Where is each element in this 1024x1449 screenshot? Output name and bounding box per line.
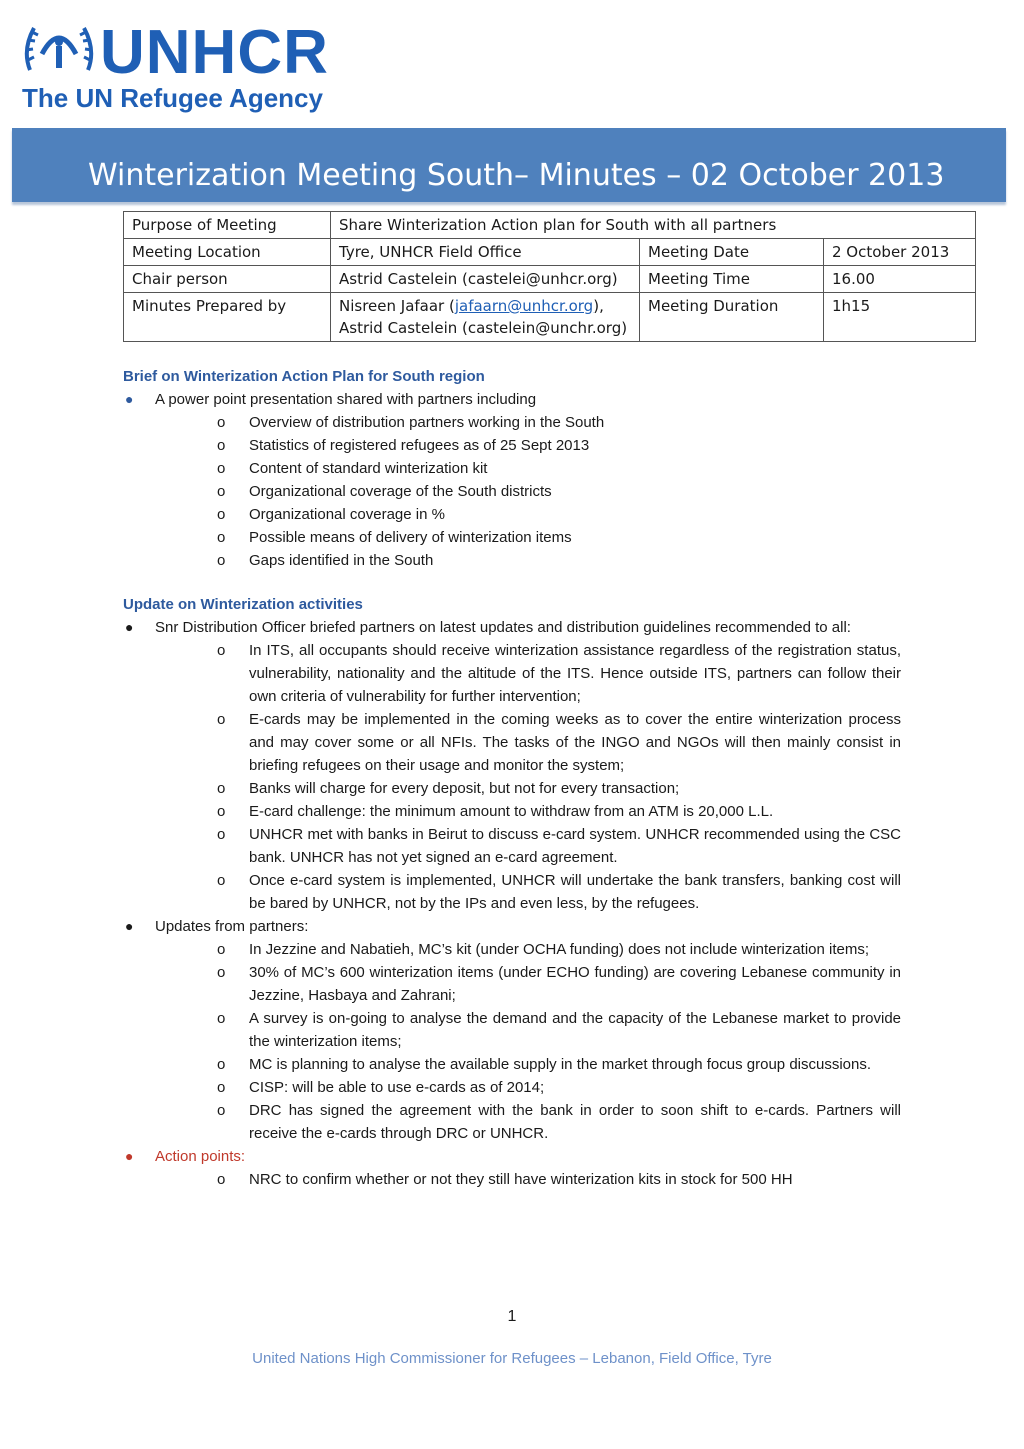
circle-bullet-icon: o: [217, 437, 226, 454]
sub-item-text: Statistics of registered refugees as of 25 Sept 2013: [249, 437, 590, 454]
circle-bullet-icon: o: [217, 1171, 226, 1188]
sub-item-text: A survey is on-going to analyse the demand and the capacity of the Lebanese market to provide the winterization items;: [249, 1010, 901, 1050]
purpose-value: Share Winterization Action plan for South with all partners: [331, 212, 976, 239]
sub-list-item: [217, 457, 901, 480]
sub-list-item: [217, 503, 901, 526]
sub-item-text: UNHCR met with banks in Beirut to discuss e-card system. UNHCR recommended using the CSC bank. UNHCR has not yet signed an e-card agreement.: [249, 826, 901, 866]
sub-item-text: CISP: will be able to use e-cards as of 2014;: [249, 1079, 545, 1096]
circle-bullet-icon: o: [217, 711, 226, 728]
sub-list-item: [217, 1053, 901, 1076]
prepared-label: Minutes Prepared by: [124, 293, 331, 342]
meeting-info-table: [123, 211, 976, 342]
circle-bullet-icon: o: [217, 1079, 226, 1096]
table-row: [124, 293, 976, 342]
circle-bullet-icon: o: [217, 414, 226, 431]
circle-bullet-icon: o: [217, 529, 226, 546]
sub-list-item: [217, 708, 901, 777]
sub-list-item: [217, 434, 901, 457]
prepared-prefix: Nisreen Jafaar (: [339, 297, 455, 315]
page-footer: United Nations High Commissioner for Refugees – Lebanon, Field Office, Tyre: [252, 1350, 772, 1367]
sub-item-text: NRC to confirm whether or not they still have winterization kits in stock for 500 HH: [249, 1171, 793, 1188]
location-label: Meeting Location: [124, 239, 331, 266]
table-row: [124, 212, 976, 239]
sub-list-item: [217, 823, 901, 869]
section-heading: Update on Winterization activities: [123, 596, 363, 613]
sub-item-text: Content of standard winterization kit: [249, 460, 488, 477]
chair-value: Astrid Castelein (castelei@unhcr.org): [331, 266, 640, 293]
bullet-icon: ●: [125, 918, 134, 934]
chair-label: Chair person: [124, 266, 331, 293]
sub-list: [155, 1168, 901, 1191]
sub-list-item: [217, 961, 901, 1007]
sub-item-text: MC is planning to analyse the available supply in the market through focus group discussions.: [249, 1056, 872, 1073]
sub-list: [155, 639, 901, 915]
email-link[interactable]: jafaarn@unhcr.org: [454, 297, 594, 315]
sub-list-item: [217, 411, 901, 434]
duration-value: 1h15: [824, 293, 976, 342]
circle-bullet-icon: o: [217, 1010, 226, 1027]
circle-bullet-icon: o: [217, 872, 226, 889]
sub-list-item: [217, 777, 901, 800]
prepared-value: [331, 293, 640, 342]
sub-list: [155, 411, 901, 572]
logo-wordmark: UNHCR: [100, 18, 329, 87]
logo-tagline: The UN Refugee Agency: [22, 83, 323, 113]
sub-list-item: [217, 938, 901, 961]
prepared-suffix: ),: [593, 297, 604, 315]
circle-bullet-icon: o: [217, 964, 226, 981]
sub-list-item: [217, 480, 901, 503]
location-value: Tyre, UNHCR Field Office: [331, 239, 640, 266]
date-label: Meeting Date: [640, 239, 824, 266]
sub-item-text: Organizational coverage of the South districts: [249, 483, 552, 500]
circle-bullet-icon: o: [217, 483, 226, 500]
sub-item-text: E-cards may be implemented in the coming weeks as to cover the entire winterization process and may cover some or all NFIs. The tasks of the INGO and NGOs will then mainly consist in briefing refugees on their usage and monitor the system;: [249, 711, 901, 774]
date-value: 2 October 2013: [824, 239, 976, 266]
bullet-list: [123, 388, 901, 572]
circle-bullet-icon: o: [217, 1056, 226, 1073]
bullet-text: Updates from partners:: [155, 918, 309, 935]
sub-item-text: Possible means of delivery of winterization items: [249, 529, 572, 546]
bullet-icon: ●: [125, 619, 134, 635]
unhcr-emblem-icon: [20, 20, 98, 84]
bullet-text: A power point presentation shared with partners including: [155, 391, 537, 408]
page-title: Winterization Meeting South– Minutes – 02 October 2013: [88, 158, 945, 193]
sub-item-text: In ITS, all occupants should receive winterization assistance regardless of the registration status, vulnerability, nationality and the altitude of the ITS. Hence outside ITS, partners can follow their own criteria of vulnerability for further intervention;: [249, 642, 901, 705]
sub-list-item: [217, 1007, 901, 1053]
sub-item-text: Gaps identified in the South: [249, 552, 434, 569]
bullet-icon: ●: [125, 1148, 134, 1164]
sub-list-item: [217, 1076, 901, 1099]
circle-bullet-icon: o: [217, 803, 226, 820]
sub-item-text: Banks will charge for every deposit, but not for every transaction;: [249, 780, 680, 797]
list-item: [123, 616, 901, 915]
bullet-text: Snr Distribution Officer briefed partners on latest updates and distribution guidelines recommended to all:: [155, 619, 851, 636]
sub-item-text: Organizational coverage in %: [249, 506, 445, 523]
sub-item-text: E-card challenge: the minimum amount to withdraw from an ATM is 20,000 L.L.: [249, 803, 774, 820]
sub-item-text: In Jezzine and Nabatieh, MC’s kit (under OCHA funding) does not include winterization items;: [249, 941, 870, 958]
table-row: [124, 266, 976, 293]
sub-item-text: 30% of MC’s 600 winterization items (under ECHO funding) are covering Lebanese community in Jezzine, Hasbaya and Zahrani;: [249, 964, 901, 1004]
action-points-label: Action points:: [155, 1148, 246, 1165]
page-number: 1: [507, 1308, 517, 1325]
minutes-body: [123, 365, 901, 1191]
time-value: 16.00: [824, 266, 976, 293]
bullet-list: [123, 616, 901, 1191]
circle-bullet-icon: o: [217, 506, 226, 523]
duration-label: Meeting Duration: [640, 293, 824, 342]
table-row: [124, 239, 976, 266]
circle-bullet-icon: o: [217, 941, 226, 958]
sub-list-item: [217, 1168, 901, 1191]
prepared-second: Astrid Castelein (castelein@unchr.org): [339, 319, 628, 337]
section-heading: Brief on Winterization Action Plan for South region: [123, 368, 485, 385]
list-item: [123, 1145, 901, 1191]
sub-list: [155, 938, 901, 1145]
sub-item-text: DRC has signed the agreement with the bank in order to soon shift to e-cards. Partners will receive the e-cards through DRC or UNHCR.: [249, 1102, 901, 1142]
sub-list-item: [217, 1099, 901, 1145]
sub-item-text: Once e-card system is implemented, UNHCR will undertake the bank transfers, banking cost will be bared by UNHCR, not by the IPs and even less, by the refugees.: [249, 872, 901, 912]
purpose-label: Purpose of Meeting: [124, 212, 331, 239]
list-item: [123, 388, 901, 572]
sub-list-item: [217, 549, 901, 572]
circle-bullet-icon: o: [217, 826, 226, 843]
circle-bullet-icon: o: [217, 780, 226, 797]
list-item: [123, 915, 901, 1145]
time-label: Meeting Time: [640, 266, 824, 293]
unhcr-logo: [20, 20, 360, 112]
circle-bullet-icon: o: [217, 552, 226, 569]
sub-item-text: Overview of distribution partners working in the South: [249, 414, 605, 431]
sub-list-item: [217, 639, 901, 708]
circle-bullet-icon: o: [217, 1102, 226, 1119]
circle-bullet-icon: o: [217, 642, 226, 659]
sub-list-item: [217, 869, 901, 915]
circle-bullet-icon: o: [217, 460, 226, 477]
sub-list-item: [217, 526, 901, 549]
sub-list-item: [217, 800, 901, 823]
bullet-icon: ●: [125, 391, 134, 407]
title-banner: [12, 128, 1006, 202]
